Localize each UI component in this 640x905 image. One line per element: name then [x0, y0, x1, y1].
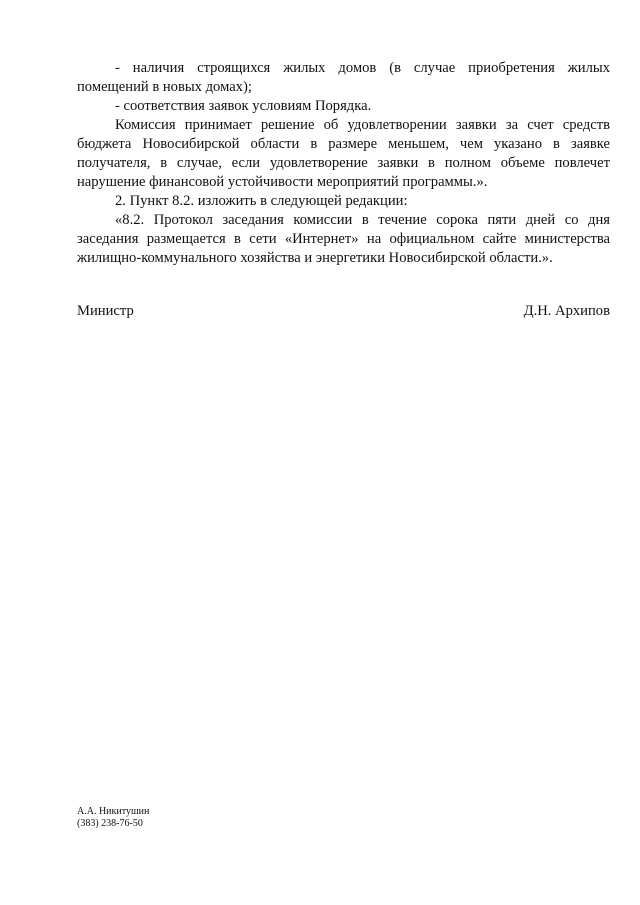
- executor-footer: [77, 806, 149, 830]
- executor-name: А.А. Никитушин: [77, 806, 150, 817]
- paragraph-commission-decision: Комиссия принимает решение об удовлетворении заявки за счет средств бюджета Новосибирской области в размере меньшем, чем указано в заявке получателя, в случае, если удовлетворение заявки в полном объеме повлечет нарушение финансовой устойчивости мероприятий программы.».: [77, 117, 610, 190]
- signatory-name: Д.Н. Архипов: [523, 303, 610, 319]
- paragraph-procedure-compliance: - соответствия заявок условиям Порядка.: [115, 98, 372, 114]
- signature-block: [77, 302, 610, 321]
- paragraph-clause-8-2: «8.2. Протокол заседания комиссии в течение сорока пяти дней со дня заседания размещается в сети «Интернет» на официальном сайте министерства жилищно-коммунального хозяйства и энергетики Новосибирской области.».: [77, 212, 610, 266]
- signatory-position: Министр: [77, 303, 134, 319]
- paragraph-clause-amendment: 2. Пункт 8.2. изложить в следующей редакции:: [115, 193, 408, 209]
- paragraph-housing-condition: - наличия строящихся жилых домов (в случае приобретения жилых помещений в новых домах);: [77, 60, 610, 95]
- executor-phone: (383) 238-76-50: [77, 818, 143, 829]
- document-body: [77, 59, 610, 268]
